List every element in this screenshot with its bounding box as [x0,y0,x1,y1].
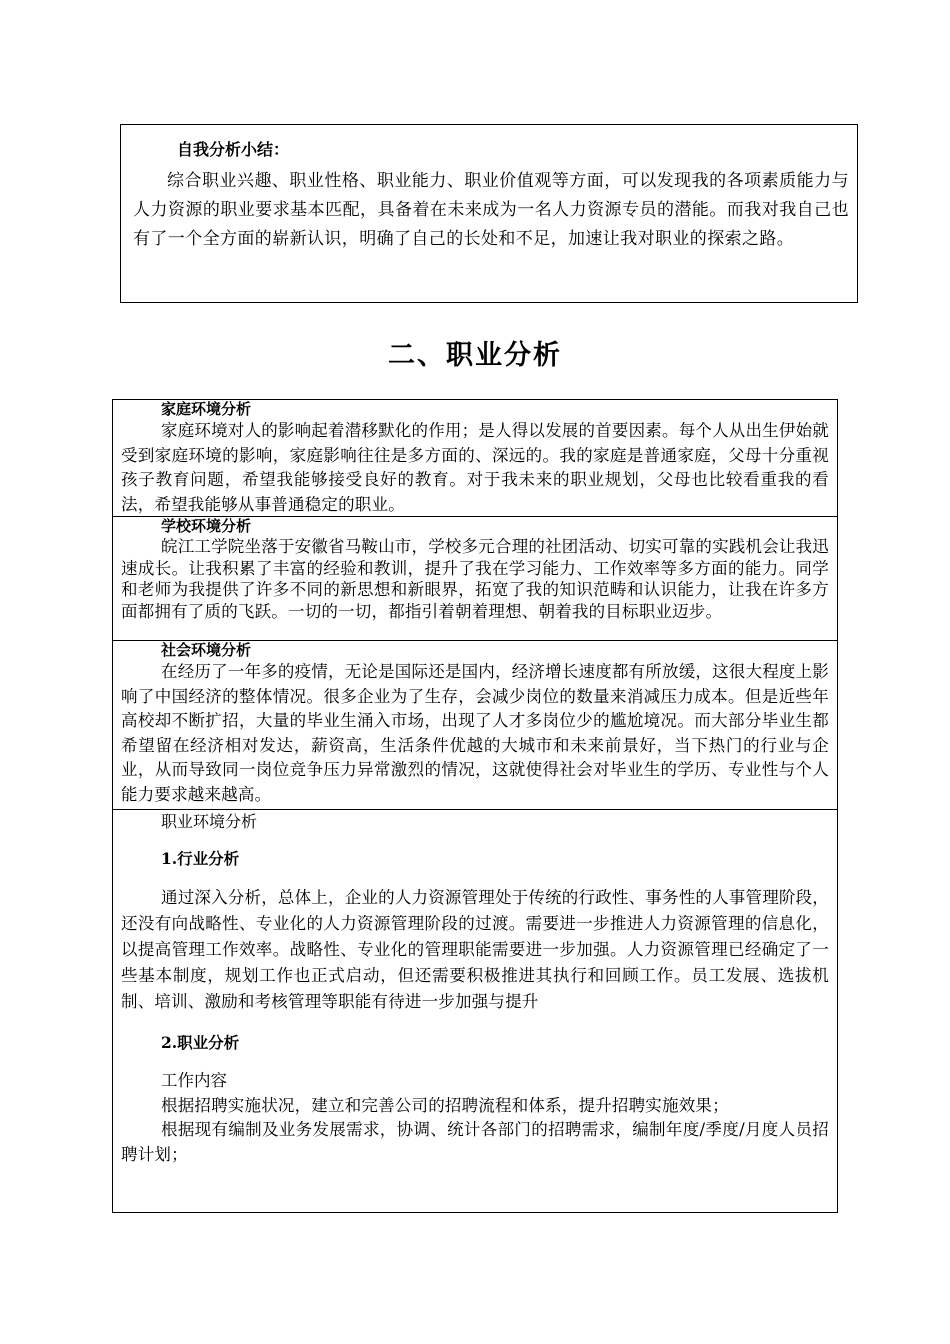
summary-text: 综合职业兴趣、职业性格、职业能力、职业价值观等方面，可以发现我的各项素质能力与人力资源的职业要求基本匹配，具备着在未来成为一名人力资源专员的潜能。而我对我自己也有了一个全方面的崭新认识，明确了自己的长处和不足，加速让我对职业的探索之路。 [133,171,849,249]
career-environment-row [113,810,837,1212]
job-item: 根据现有编制及业务发展需求，协调、统计各部门的招聘需求，编制年度/季度/月度人员招聘计划； [121,1120,829,1164]
industry-analysis-text: 通过深入分析，总体上，企业的人力资源管理处于传统的行政性、事务性的人事管理阶段，还没有向战略性、专业化的人力资源管理阶段的过渡。需要进一步推进人力资源管理的信息化，以提高管理工作效率。战略性、专业化的管理职能需要进一步加强。人力资源管理已经确定了一些基本制度，规划工作也正式启动，但还需要积极推进其执行和回顾工作。员工发展、选拔机制、培训、激励和考核管理等职能有待进一步加强与提升 [121,888,829,1011]
school-environment-row [113,517,837,641]
family-environment-row [113,400,837,517]
society-text: 在经历了一年多的疫情，无论是国际还是国内，经济增长速度都有所放缓，这很大程度上影响了中国经济的整体情况。很多企业为了生存，会减少岗位的数量来消减压力成本。但是近些年高校却不断扩招，大量的毕业生涌入市场，出现了人才多岗位少的尴尬境况。而大部分毕业生都希望留在经济相对发达，薪资高，生活条件优越的大城市和未来前景好，当下热门的行业与企业，从而导致同一岗位竞争压力异常激烈的情况，这就使得社会对毕业生的学历、专业性与个人能力要求越来越高。 [121,662,829,804]
family-text: 家庭环境对人的影响起着潜移默化的作用；是人得以发展的首要因素。每个人从出生伊始就受到家庭环境的影响，家庭影响往往是多方面的、深远的。我的家庭是普通家庭，父母十分重视孩子教育问题，希望我能够接受良好的教育。对于我未来的职业规划，父母也比较看重我的看法，希望我能够从事普通稳定的职业。 [121,421,829,514]
environment-analysis-table [112,399,838,1213]
section-heading: 二、职业分析 [388,340,562,371]
job-item: 根据招聘实施状况，建立和完善公司的招聘流程和体系，提升招聘实施效果； [161,1095,729,1115]
school-title: 学校环境分析 [161,517,252,535]
self-analysis-summary-box [120,124,858,303]
summary-title: 自我分析小结： [177,140,290,159]
job-content-label: 工作内容 [161,1071,227,1090]
family-title: 家庭环境分析 [161,400,252,418]
career-title: 职业环境分析 [161,812,258,831]
school-text: 皖江工学院坐落于安徽省马鞍山市，学校多元合理的社团活动、切实可靠的实践机会让我迅速成长。让我积累了丰富的经验和教训，提升了我在学习能力、工作效率等多方面的能力。同学和老师为我提供了许多不同的新思想和新眼界，拓宽了我的知识范畴和认识能力，让我在许多方面都拥有了质的飞跃。一切的一切，都指引着朝着理想、朝着我的目标职业迈步。 [121,537,829,621]
job-analysis-heading: 2.职业分析 [161,1033,240,1052]
society-environment-row [113,641,837,810]
society-title: 社会环境分析 [161,641,252,659]
industry-analysis-heading: 1.行业分析 [161,849,240,868]
